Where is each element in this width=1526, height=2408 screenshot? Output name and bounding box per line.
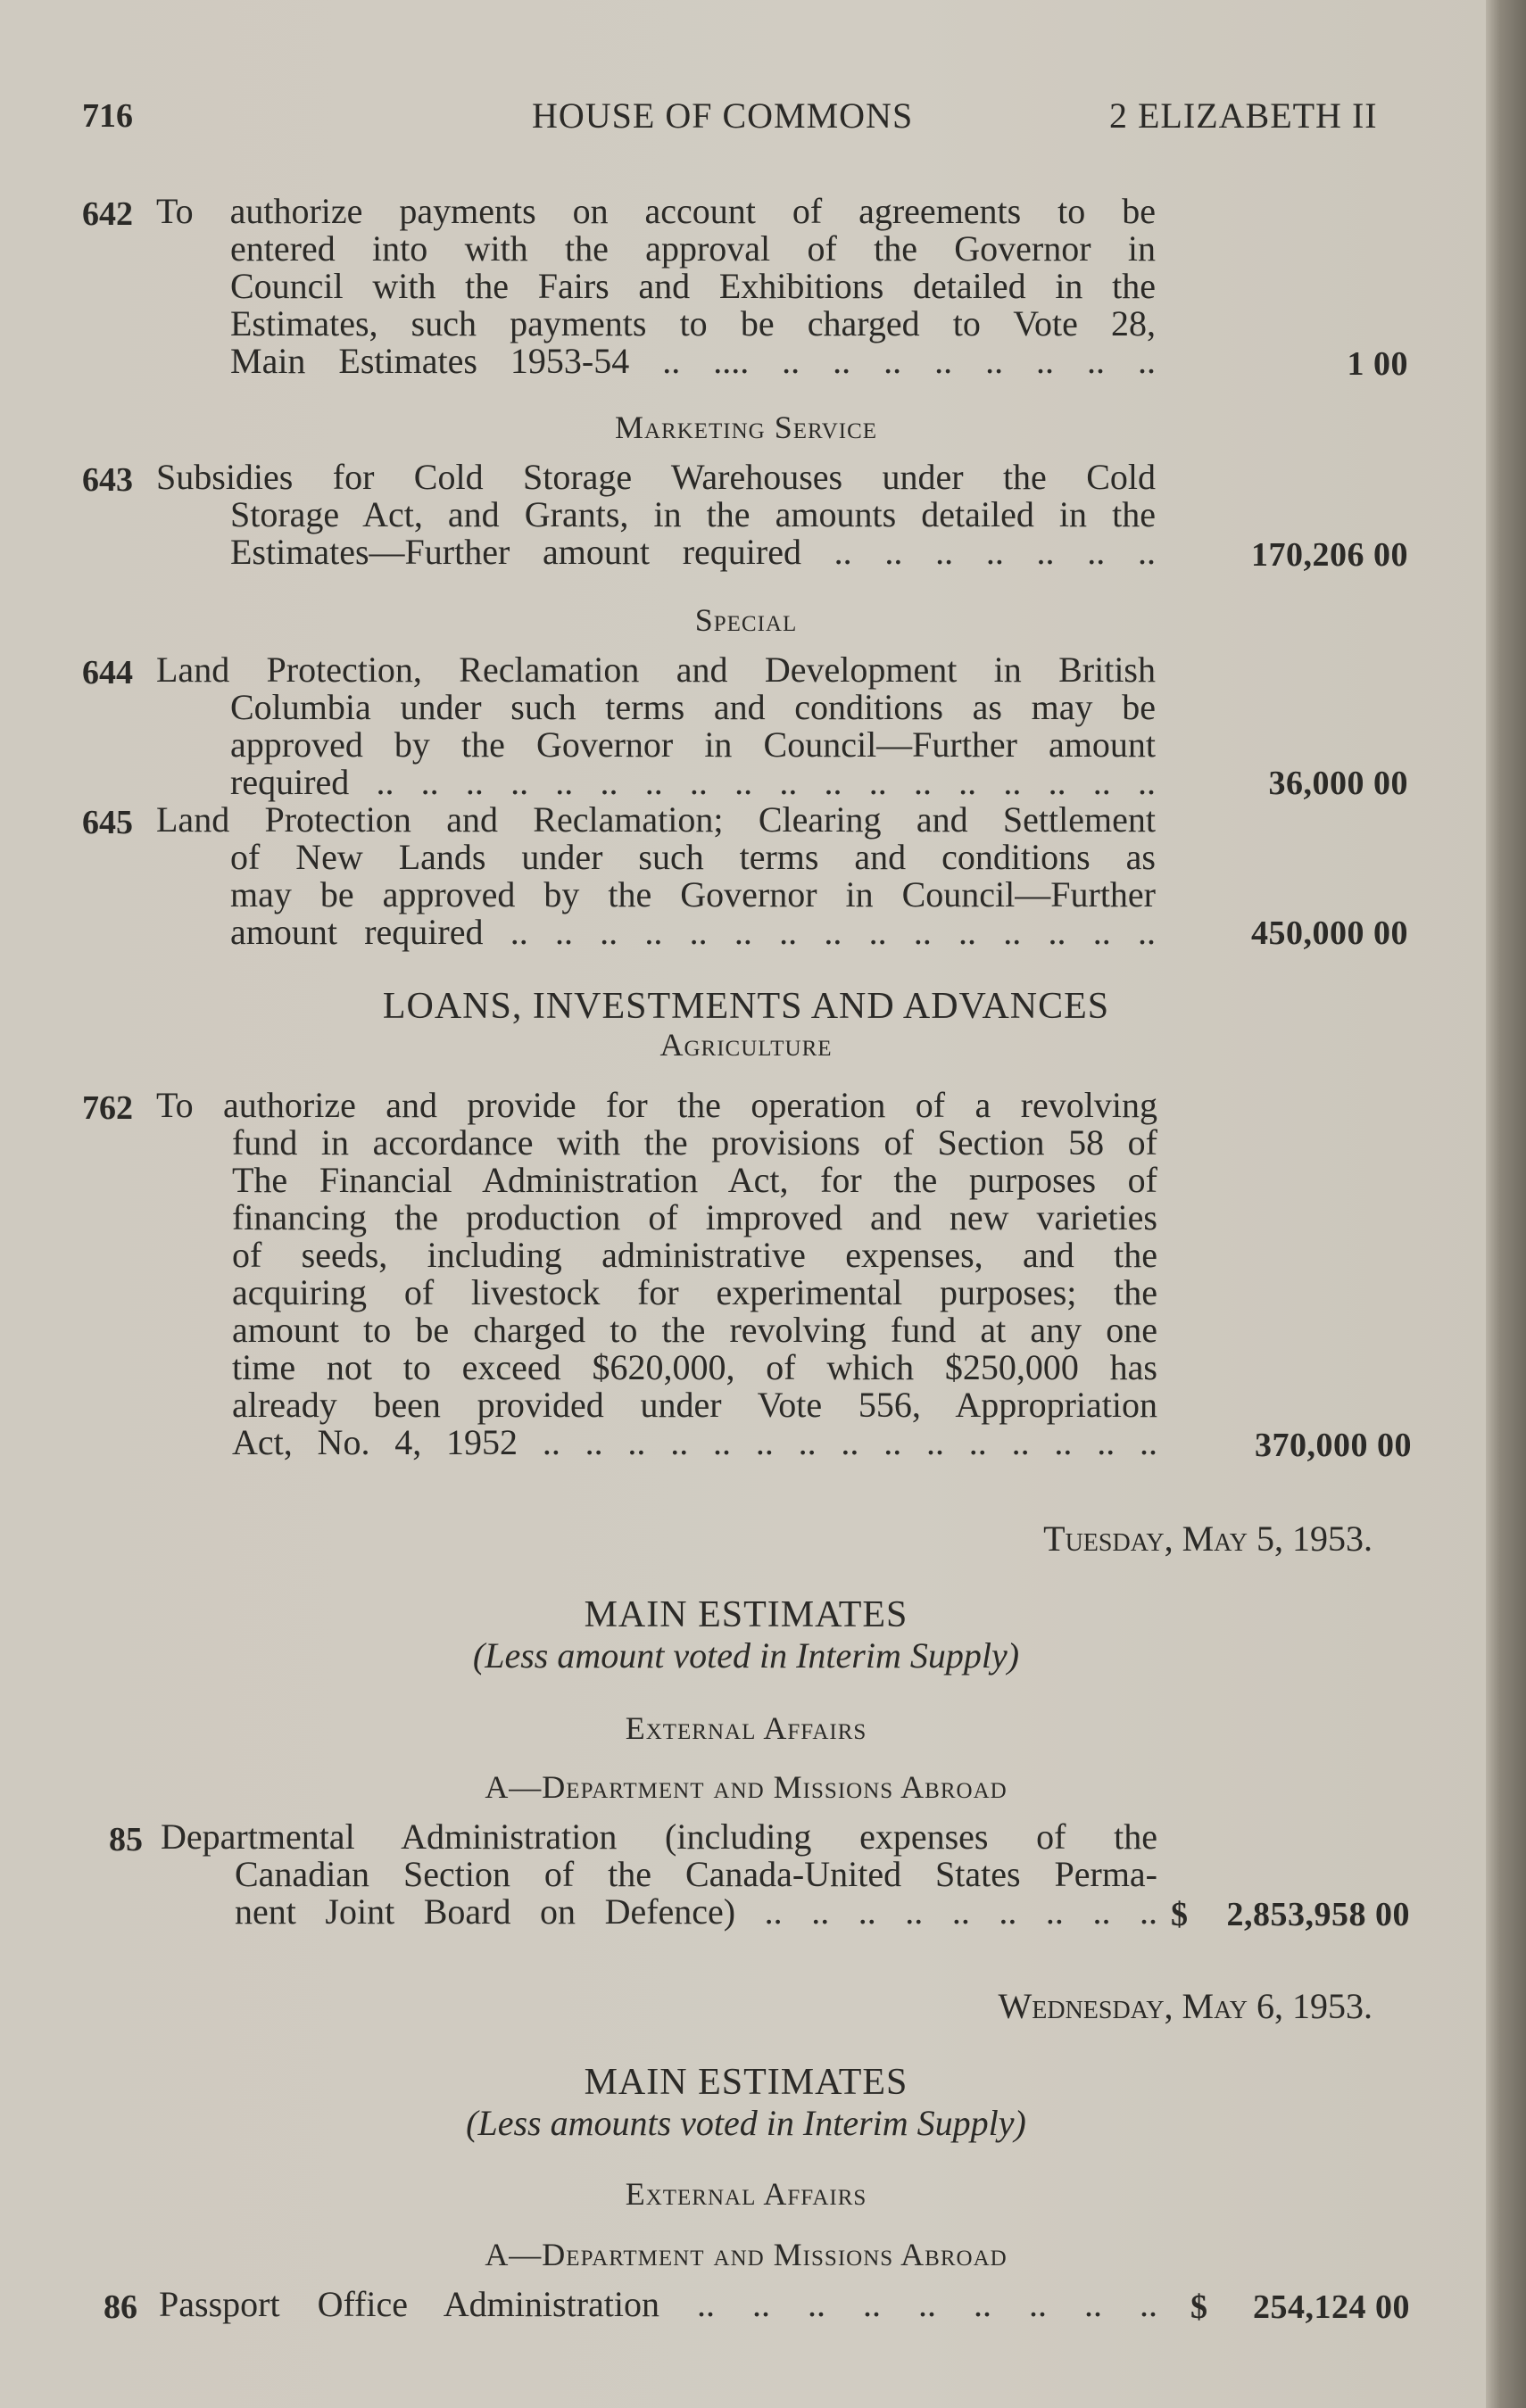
vote-amount: 254,124 00 <box>1253 2288 1410 2326</box>
session-label: 2 ELIZABETH II <box>1109 95 1378 136</box>
vote-text-line: Columbia under such terms and conditions as may be <box>230 687 1156 727</box>
section-heading: A—Department and Missions Abroad <box>485 2237 1008 2272</box>
vote-text-line: Main Estimates 1953-54 .. .... .. .. .. .. .. .. .. .. <box>230 341 1156 381</box>
vote-text-line: financing the production of improved and new varieties <box>232 1197 1157 1237</box>
vote-text-line: Estimates, such payments to be charged to Vote 28, <box>230 303 1156 343</box>
vote-number: 645 <box>82 804 133 841</box>
vote-text-line: Storage Act, and Grants, in the amounts detailed in the <box>230 494 1156 534</box>
vote-text-line: Departmental Administration (including expenses of the <box>161 1816 1157 1857</box>
vote-number: 642 <box>82 195 133 233</box>
vote-text-line: required .. .. .. .. .. .. .. .. .. .. .. .. .. .. .. .. .. .. <box>230 762 1156 802</box>
vote-text-line: of New Lands under such terms and conditions as <box>230 837 1156 877</box>
page-number: 716 <box>82 97 133 135</box>
estimates-title: MAIN ESTIMATES <box>584 2062 908 2103</box>
vote-text-line: nent Joint Board on Defence) .. .. .. .. .. .. .. .. .. <box>235 1891 1157 1932</box>
vote-number: 643 <box>82 461 133 499</box>
vote-number: 86 <box>104 2288 137 2326</box>
vote-text-line: To authorize payments on account of agreements to be <box>156 191 1156 231</box>
vote-text-line: acquiring of livestock for experimental purposes; the <box>232 1272 1157 1312</box>
section-heading: A—Department and Missions Abroad <box>485 1769 1008 1805</box>
vote-text-line: To authorize and provide for the operation of a revolving <box>156 1085 1157 1125</box>
section-heading: Marketing Service <box>614 410 878 445</box>
vote-text-line: of seeds, including administrative expenses, and the <box>232 1235 1157 1275</box>
vote-text-line: amount required .. .. .. .. .. .. .. .. .. .. .. .. .. .. .. <box>230 912 1156 952</box>
vote-text-line: may be approved by the Governor in Council—Further <box>230 874 1156 914</box>
vote-text-line: fund in accordance with the provisions of Section 58 of <box>232 1122 1157 1163</box>
vote-amount: 2,853,958 00 <box>1226 1896 1410 1933</box>
page-title: HOUSE OF COMMONS <box>532 95 914 136</box>
vote-text-line: Canadian Section of the Canada-United States Perma- <box>235 1854 1157 1894</box>
page-edge <box>1486 0 1526 2408</box>
vote-number: 644 <box>82 654 133 691</box>
vote-text-line: already been provided under Vote 556, Appropriation <box>232 1385 1157 1425</box>
vote-text-line: The Financial Administration Act, for the purposes of <box>232 1160 1157 1200</box>
vote-number: 762 <box>82 1089 133 1127</box>
vote-text-line: Land Protection and Reclamation; Clearing and Settlement <box>156 799 1156 840</box>
vote-amount: 36,000 00 <box>1268 765 1408 802</box>
vote-text-line: Act, No. 4, 1952 .. .. .. .. .. .. .. .. .. .. .. .. .. .. .. <box>232 1422 1157 1462</box>
vote-amount: 450,000 00 <box>1251 914 1408 952</box>
estimates-title: MAIN ESTIMATES <box>584 1594 908 1635</box>
vote-text-line: approved by the Governor in Council—Further amount <box>230 724 1156 765</box>
currency-symbol: $ <box>1171 1896 1189 1933</box>
vote-text-line: amount to be charged to the revolving fund at any one <box>232 1310 1157 1350</box>
vote-text-line: time not to exceed $620,000, of which $250,000 has <box>232 1347 1157 1387</box>
vote-text-line: entered into with the approval of the Governor in <box>230 228 1156 269</box>
vote-text-line: Land Protection, Reclamation and Development in British <box>156 650 1156 690</box>
section-heading: Agriculture <box>659 1027 833 1063</box>
vote-amount: 370,000 00 <box>1255 1427 1412 1464</box>
sitting-date: Tuesday, May 5, 1953. <box>1043 1518 1373 1559</box>
sitting-date: Wednesday, May 6, 1953. <box>998 1986 1373 2026</box>
part-heading: LOANS, INVESTMENTS AND ADVANCES <box>382 986 1110 1027</box>
vote-text-line: Council with the Fairs and Exhibitions detailed in the <box>230 266 1156 306</box>
estimates-subtitle: (Less amounts voted in Interim Supply) <box>466 2103 1026 2143</box>
estimates-subtitle: (Less amount voted in Interim Supply) <box>472 1635 1020 1676</box>
vote-text-line: Subsidies for Cold Storage Warehouses under the Cold <box>156 457 1156 497</box>
department-heading: External Affairs <box>625 2176 867 2212</box>
department-heading: External Affairs <box>625 1710 867 1746</box>
vote-text-line: Estimates—Further amount required .. .. .. .. .. .. .. <box>230 532 1156 572</box>
vote-number: 85 <box>109 1821 143 1858</box>
vote-amount: 170,206 00 <box>1251 536 1408 574</box>
vote-text-line: Passport Office Administration .. .. .. .. .. .. .. .. .. <box>159 2284 1157 2324</box>
section-heading: Special <box>694 602 798 638</box>
vote-amount: 1 00 <box>1347 345 1408 383</box>
currency-symbol: $ <box>1190 2288 1208 2326</box>
